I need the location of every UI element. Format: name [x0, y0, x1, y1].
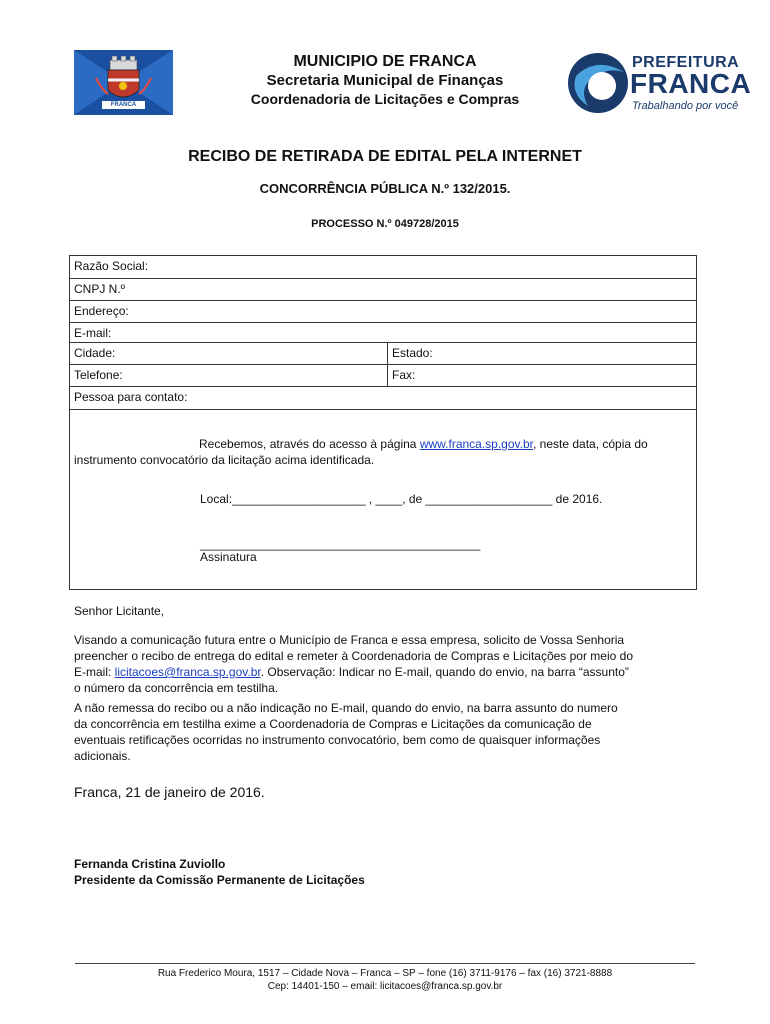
local-date-line[interactable]: Local:____________________ , ____, de ___________________ de 2016. [200, 492, 603, 506]
secretariat-name: Secretaria Municipal de Finanças [266, 72, 504, 89]
document-title: RECIBO DE RETIRADA DE EDITAL PELA INTERNET [188, 148, 582, 165]
field-razao-social[interactable] [70, 256, 696, 279]
field-endereco[interactable] [70, 301, 696, 323]
process-number: PROCESSO N.º 049728/2015 [311, 218, 459, 230]
signature-label: Assinatura [200, 550, 257, 564]
signer-name: Fernanda Cristina Zuviollo [74, 857, 226, 871]
department-name: Coordenadoria de Licitações e Compras [250, 91, 520, 107]
field-cidade-estado[interactable] [70, 343, 696, 365]
crest-label: FRANCA [110, 102, 137, 108]
field-cnpj[interactable] [70, 279, 696, 301]
logo-swoosh-icon [566, 48, 630, 118]
estado-label: Estado: [392, 346, 433, 360]
logo-slogan: Trabalhando por você [632, 100, 739, 112]
fax-label: Fax: [392, 368, 416, 382]
signature-line[interactable]: __________________________________________ [200, 537, 481, 551]
logo-prefeitura-text: PREFEITURA [632, 54, 740, 71]
instructions-paragraph: Visando a comunicação futura entre o Município de Franca e essa empresa, solicito de Vossa Senhoria preencher o recibo de entrega do edital e remeter à Coordenadoria de Compras e Licitações por meio do E-mail: licitacoes@franca.sp.gov.br. Observação: Indicar no E-mail, quando do envio, na barra “assunto” o número da concorrência em testilha. [74, 633, 633, 695]
document-subtitle: CONCORRÊNCIA PÚBLICA N.º 132/2015. [259, 181, 511, 196]
telefone-label: Telefone: [74, 368, 123, 382]
footer-address: Rua Frederico Moura, 1517 – Cidade Nova – Franca – SP – fone (16) 3711-9176 – fax (16) 3721-8888 [157, 968, 613, 979]
logo-franca-text: FRANCA [630, 68, 752, 99]
pessoa-label: Pessoa para contato: [74, 390, 188, 404]
notice-paragraph: A não remessa do recibo ou a não indicação no E-mail, quando do envio, na barra assunto do numero da concorrência em testilha exime a Coordenadoria de Compras e Licitações da comunicação de eventuais retificações ocorridas no instrumento convocatório, bem como de quaisquer informações adicionais. [74, 701, 618, 763]
header-text [190, 52, 580, 109]
receipt-text: Recebemos, através do acesso à página www.franca.sp.gov.br, neste data, cópia do instrumento convocatório da licitação acima identificada. [74, 437, 648, 467]
razao-social-label: Razão Social: [74, 259, 149, 273]
municipality-name: MUNICIPIO DE FRANCA [293, 53, 477, 70]
prefeitura-logo [566, 48, 752, 118]
document-date: Franca, 21 de janeiro de 2016. [74, 784, 265, 800]
receipt-form [69, 255, 697, 590]
field-pessoa-contato[interactable] [70, 387, 696, 410]
cidade-label: Cidade: [74, 346, 116, 360]
email-label: E-mail: [74, 326, 112, 340]
column-divider [387, 343, 388, 387]
field-email[interactable] [70, 323, 696, 343]
greeting: Senhor Licitante, [74, 604, 165, 618]
footer-contact: Cep: 14401-150 – email: licitacoes@franca.sp.gov.br [267, 981, 503, 992]
signer-role: Presidente da Comissão Permanente de Licitações [74, 873, 365, 887]
franca-website-link[interactable]: www.franca.sp.gov.br [419, 437, 533, 451]
signer-block [74, 856, 365, 888]
footer-divider [75, 963, 695, 964]
city-crest [74, 50, 173, 115]
endereco-label: Endereço: [74, 304, 129, 318]
cnpj-label: CNPJ N.º [74, 282, 126, 296]
field-telefone-fax[interactable] [70, 365, 696, 387]
email-link[interactable]: licitacoes@franca.sp.gov.br [114, 665, 261, 679]
